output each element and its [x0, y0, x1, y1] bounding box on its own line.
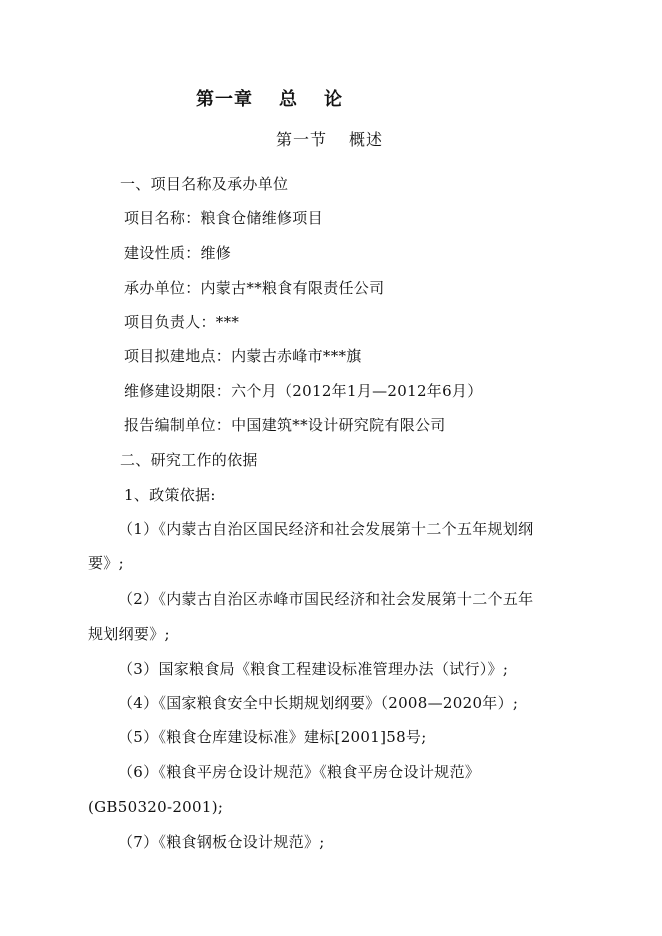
project-site: 项目拟建地点：内蒙古赤峰市***旗 — [124, 347, 362, 365]
policy-item-2-line-1: （2）《内蒙古自治区赤峰市国民经济和社会发展第十二个五年 — [118, 590, 534, 608]
project-nature: 建设性质：维修 — [124, 244, 232, 262]
policy-item-4: （4）《国家粮食安全中长期规划纲要》（2008—2020年）; — [118, 694, 519, 712]
host-unit: 承办单位：内蒙古**粮食有限责任公司 — [124, 279, 385, 297]
policy-item-5: （5）《粮食仓库建设标准》建标[2001]58号; — [118, 728, 427, 746]
chapter-title — [196, 90, 343, 110]
policy-item-6-line-1: （6）《粮食平房仓设计规范》《粮食平房仓设计规范》 — [118, 763, 481, 781]
chapter-title-a: 总 — [279, 89, 298, 110]
heading-policy-basis: 1、政策依据: — [124, 486, 216, 504]
heading-research-basis: 二、研究工作的依据 — [120, 451, 258, 469]
policy-item-3: （3）国家粮食局《粮食工程建设标准管理办法（试行）》; — [118, 660, 509, 678]
policy-item-6-line-2: (GB50320-2001); — [88, 798, 224, 816]
heading-project-name: 一、项目名称及承办单位 — [120, 175, 289, 193]
policy-item-1-line-2: 要》; — [88, 554, 124, 572]
project-name: 项目名称：粮食仓储维修项目 — [124, 209, 323, 227]
report-unit: 报告编制单位：中国建筑**设计研究院有限公司 — [124, 416, 446, 434]
chapter-prefix: 第一章 — [196, 89, 253, 110]
section-prefix: 第一节 — [276, 130, 328, 149]
chapter-title-b: 论 — [324, 89, 343, 110]
project-leader: 项目负责人：*** — [124, 313, 240, 331]
policy-item-1-line-1: （1）《内蒙古自治区国民经济和社会发展第十二个五年规划纲 — [118, 520, 534, 538]
policy-item-7: （7）《粮食钢板仓设计规范》; — [118, 833, 325, 851]
construction-period: 维修建设期限：六个月（2012年1月—2012年6月） — [124, 382, 483, 400]
section-name: 概述 — [349, 130, 384, 149]
section-title — [276, 130, 383, 150]
policy-item-2-line-2: 规划纲要》; — [88, 625, 170, 643]
